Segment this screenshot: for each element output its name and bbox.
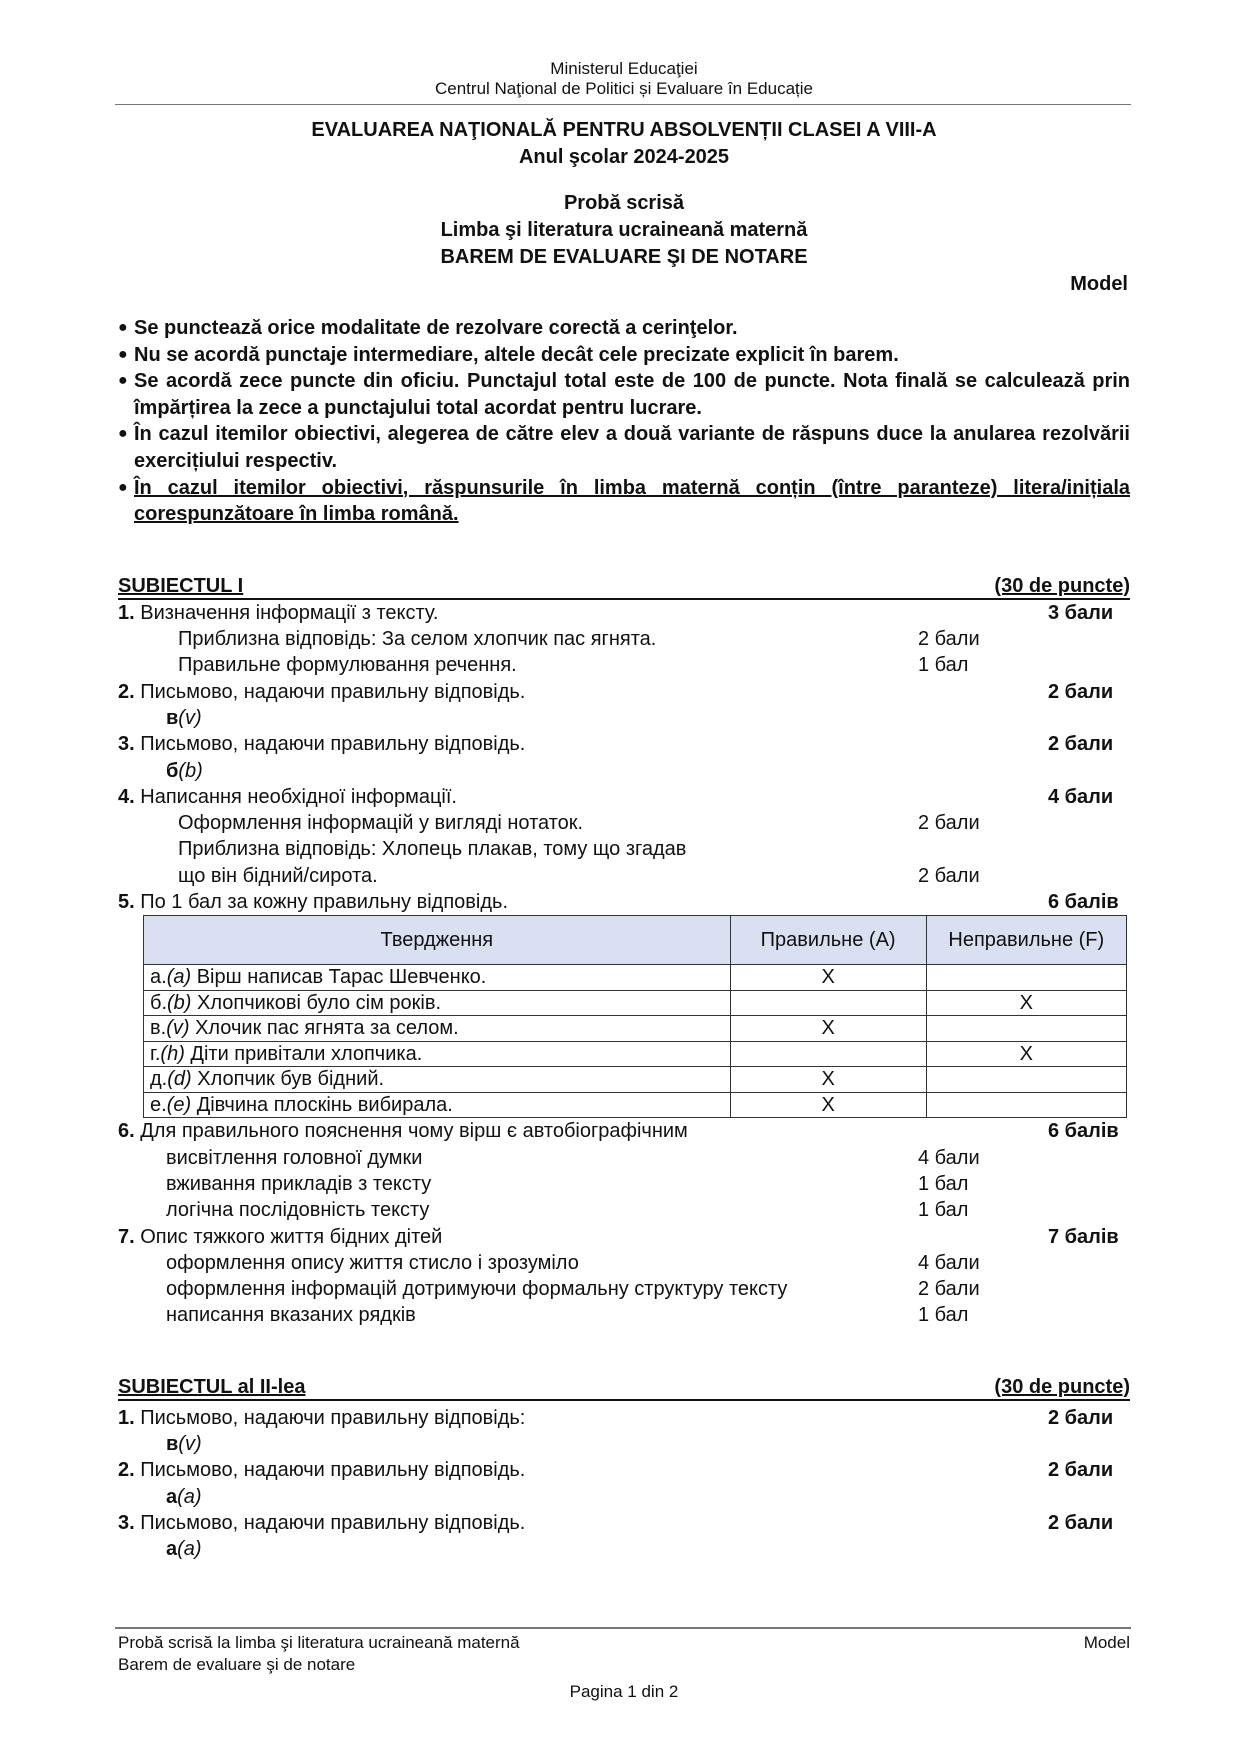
answer: а(a): [166, 1485, 202, 1508]
footer-divider: [115, 1627, 1131, 1629]
false-mark: [926, 1092, 1126, 1118]
subject-2-header: [118, 1375, 1130, 1401]
bullet-icon: ●: [118, 319, 128, 336]
item-points: 7 балів: [1048, 1225, 1119, 1248]
true-mark: [730, 990, 926, 1016]
item-points: 2 бали: [1048, 1406, 1114, 1429]
subject-1-header: [118, 574, 1130, 600]
false-mark: X: [926, 990, 1126, 1016]
item-1: 1. Визначення інформації з тексту. 3 бали: [118, 600, 1130, 626]
exam-title: EVALUAREA NAŢIONALĂ PENTRU ABSOLVENȚII CLASEI A VIII-A: [311, 119, 937, 141]
column-header: Правильне (A): [730, 916, 926, 965]
item-5: 5. По 1 бал за кожну правильну відповідь. 6 балів: [118, 889, 1130, 915]
subject-1-points: (30 de puncte): [994, 574, 1130, 597]
answer: б(b): [166, 759, 203, 782]
item-3: 3. Письмово, надаючи правильну відповідь. 2 бали: [118, 1510, 1130, 1536]
document-page: [118, 0, 1130, 1701]
subject-1-title: SUBIECTUL I: [118, 574, 244, 597]
instruction-item: ● Se acordă zece puncte din oficiu. Punctajul total este de 100 de puncte. Nota finală se calculează prin împărțirea la zece a punctajului total acordat pentru lucrare.: [118, 368, 1130, 421]
table-row: д.(d) Хлопчик був бідний. X: [144, 1067, 1127, 1093]
sub-criterion: оформлення інформацій дотримуючи формальну структуру тексту 2 бали: [166, 1278, 980, 1301]
bullet-icon: ●: [118, 478, 128, 496]
item-points: 4 бали: [1048, 785, 1114, 808]
item-points: 6 балів: [1048, 1120, 1119, 1143]
item-6: 6. Для правильного пояснення чому вірш є автобіографічним 6 балів: [118, 1118, 1130, 1144]
sub-criterion: логічна послідовність тексту 1 бал: [166, 1199, 969, 1222]
subject-2-points: (30 de puncte): [994, 1375, 1130, 1398]
answer: а(a): [166, 1538, 202, 1561]
header-divider: [115, 104, 1131, 105]
sub-criterion: висвітлення головної думки 4 бали: [166, 1146, 980, 1169]
footer-document-name: Barem de evaluare şi de notare: [118, 1655, 356, 1674]
true-false-table: [143, 915, 1127, 1118]
sub-criterion: оформлення опису життя стисло і зрозуміло 4 бали: [166, 1251, 980, 1274]
item-2: 2. Письмово, надаючи правильну відповідь. 2 бали: [118, 1457, 1130, 1483]
true-mark: X: [730, 965, 926, 991]
item-points: 6 балів: [1048, 891, 1119, 914]
sub-criterion: Оформлення інформацій у вигляді нотаток. 2 бали: [178, 812, 980, 835]
item-4: 4. Написання необхідної інформації. 4 бали: [118, 784, 1130, 810]
item-7: 7. Опис тяжкого життя бідних дітей 7 балів: [118, 1224, 1130, 1250]
model-label: Model: [1070, 273, 1128, 295]
table-header-row: [144, 916, 1127, 965]
table-row: а.(a) Вірш написав Тарас Шевченко. X: [144, 965, 1127, 991]
item-points: 2 бали: [1048, 733, 1114, 756]
item-2: 2. Письмово, надаючи правильну відповідь. 2 бали: [118, 679, 1130, 705]
sub-criterion: Приблизна відповідь: Хлопець плакав, тому що згадав: [178, 838, 687, 861]
center-name: Centrul Naţional de Politici și Evaluare în Educație: [435, 79, 813, 98]
true-mark: [730, 1041, 926, 1067]
sub-criterion: Приблизна відповідь: За селом хлопчик пас ягнята. 2 бали: [178, 628, 980, 651]
false-mark: [926, 1016, 1126, 1042]
instruction-item: ● Nu se acordă punctaje intermediare, altele decât cele precizate explicit în barem.: [118, 342, 1130, 369]
item-points: 2 бали: [1048, 680, 1114, 703]
general-instructions: [118, 315, 1130, 528]
instruction-item: ● În cazul itemilor obiectivi, alegerea de către elev a două variante de răspuns duce la anularea rezolvării exercițiului respectiv.: [118, 421, 1130, 474]
true-mark: X: [730, 1016, 926, 1042]
bullet-icon: ●: [118, 425, 128, 443]
item-1: 1. Письмово, надаючи правильну відповідь: 2 бали: [118, 1405, 1130, 1431]
table-row: г.(h) Діти привітали хлопчика. X: [144, 1041, 1127, 1067]
bullet-icon: ●: [118, 345, 128, 363]
bullet-icon: ●: [118, 372, 128, 390]
sub-criterion: вживання прикладів з тексту 1 бал: [166, 1172, 969, 1195]
page-header: [118, 59, 1130, 99]
footer-model-label: Model: [1083, 1633, 1130, 1652]
table-row: б.(b) Хлопчикові було сім років. X: [144, 990, 1127, 1016]
false-mark: X: [926, 1041, 1126, 1067]
column-header: Твердження: [144, 916, 731, 965]
column-header: Неправильне (F): [926, 916, 1126, 965]
true-mark: X: [730, 1092, 926, 1118]
table-row: е.(e) Дівчина плоскінь вибирала. X: [144, 1092, 1127, 1118]
answer: в(v): [166, 706, 202, 729]
page-number: Pagina 1 din 2: [569, 1682, 679, 1701]
item-3: 3. Письмово, надаючи правильну відповідь. 2 бали: [118, 731, 1130, 757]
item-points: 2 бали: [1048, 1511, 1114, 1534]
sub-criterion: що він бідний/сирота. 2 бали: [178, 864, 980, 887]
sub-criterion: написання вказаних рядків 1 бал: [166, 1304, 969, 1327]
ministry-name: Ministerul Educaţiei: [550, 59, 698, 78]
footer-exam-name: Probă scrisă la limba şi literatura ucraineană maternă: [118, 1633, 520, 1652]
school-year: Anul şcolar 2024-2025: [518, 146, 730, 168]
exam-subject: Limba şi literatura ucraineană maternă: [440, 219, 808, 241]
instruction-item: ● În cazul itemilor obiectivi, răspunsurile în limba maternă conțin (între paranteze) litera/inițiala corespunzătoare în limba română.: [118, 475, 1130, 528]
page-footer: [118, 1632, 1130, 1703]
exam-type: Probă scrisă: [563, 192, 685, 214]
false-mark: [926, 965, 1126, 991]
answer: в(v): [166, 1432, 202, 1455]
false-mark: [926, 1067, 1126, 1093]
true-mark: X: [730, 1067, 926, 1093]
item-points: 2 бали: [1048, 1459, 1114, 1482]
table-row: в.(v) Хлочик пас ягнята за селом. X: [144, 1016, 1127, 1042]
document-title: BAREM DE EVALUARE ŞI DE NOTARE: [440, 246, 808, 268]
instruction-item: ● Se punctează orice modalitate de rezolvare corectă a cerinţelor.: [118, 315, 1130, 342]
sub-criterion: Правильне формулювання речення. 1 бал: [178, 654, 969, 677]
subject-2-title: SUBIECTUL al II-lea: [118, 1375, 306, 1398]
item-points: 3 бали: [1048, 601, 1114, 624]
